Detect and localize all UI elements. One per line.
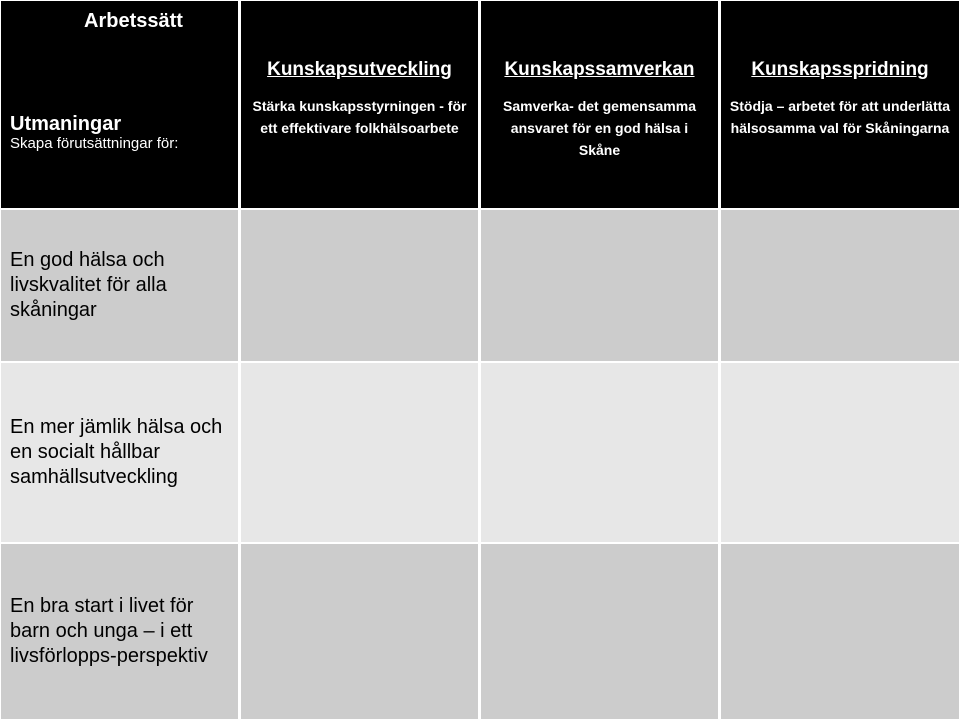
column-header-kunskapsspridning	[720, 0, 960, 209]
challenges-heading: Utmaningar	[10, 113, 122, 135]
matrix-cell	[720, 543, 960, 720]
matrix-cell	[480, 209, 719, 362]
method-heading: Arbetssätt	[84, 10, 183, 32]
matrix-cell	[240, 362, 479, 543]
column-title: Kunskapssamverkan	[504, 59, 695, 80]
column-description: Samverka- det gemensamma ansvaret för en god hälsa i Skåne	[503, 98, 696, 158]
column-title: Kunskapsspridning	[751, 59, 929, 80]
row-label-cell	[0, 543, 239, 720]
matrix-cell	[480, 362, 719, 543]
challenges-heading-block	[10, 113, 178, 153]
matrix-cell	[720, 209, 960, 362]
column-header-kunskapssamverkan	[480, 0, 719, 209]
header-corner-cell	[0, 0, 239, 209]
row-label-cell	[0, 209, 239, 362]
column-description: Stödja – arbetet för att underlätta hälsosamma val för Skåningarna	[729, 98, 951, 136]
column-description: Stärka kunskapsstyrningen - för ett effektivare folkhälsoarbete	[252, 98, 467, 136]
challenges-subheading: Skapa förutsättningar för:	[10, 135, 179, 152]
row-label: En mer jämlik hälsa och en socialt hållbar samhällsutveckling	[10, 416, 223, 488]
matrix-cell	[240, 209, 479, 362]
column-header-kunskapsutveckling	[240, 0, 479, 209]
row-label-cell	[0, 362, 239, 543]
row-label: En bra start i livet för barn och unga – i ett livsförlopps-perspektiv	[10, 595, 208, 667]
matrix-cell	[480, 543, 719, 720]
matrix-cell	[720, 362, 960, 543]
matrix-cell	[240, 543, 479, 720]
column-title: Kunskapsutveckling	[267, 59, 452, 80]
row-label: En god hälsa och livskvalitet för alla skåningar	[10, 249, 167, 321]
